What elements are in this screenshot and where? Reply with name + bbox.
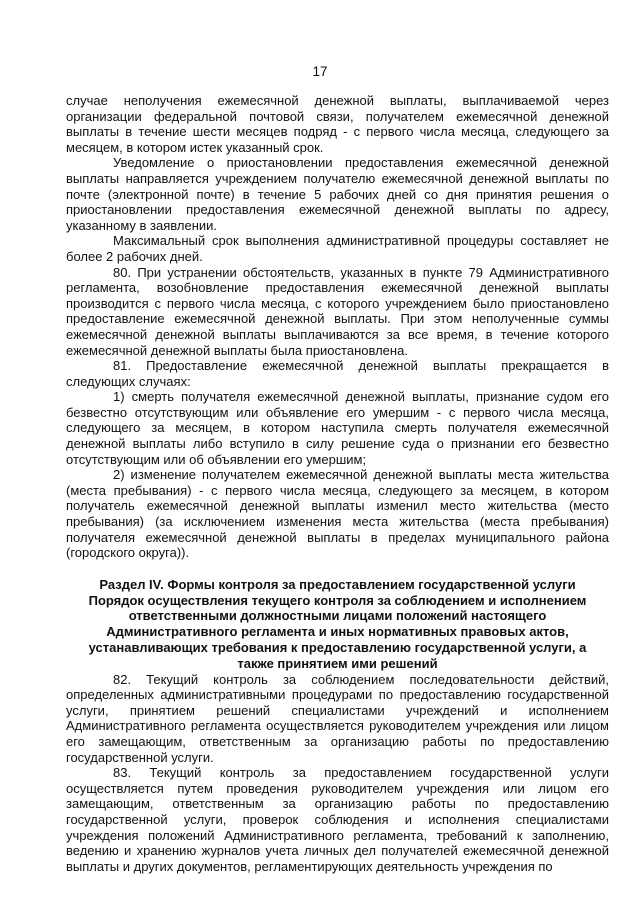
list-item: 2) изменение получателем ежемесячной денежной выплаты места жительства (места пребывания) - с первого числа месяца, следующего за месяцем, в котором получатель ежемесячной денежной выплаты изменил место жительства (место пребывания) (за исключением изменения места жительства (места пребывания) получателя ежемесячной денежной выплаты в пределах муниципального района (городского округа)). xyxy=(66,467,609,561)
section-heading-line: ответственными должностными лицами положений настоящего xyxy=(128,608,547,624)
paragraphs-bottom xyxy=(66,672,609,875)
paragraph: 81. Предоставление ежемесячной денежной выплаты прекращается в следующих случаях: xyxy=(66,358,609,389)
paragraph: 83. Текущий контроль за предоставлением государственной услуги осуществляется путем проведения руководителем учреждения или лицом его замещающим, ответственным за организацию работы по предоставлению государственной услуги, проверок соблюдения и исполнения специалистами учреждения положений Административного регламента, требований к заполнению, ведению и хранению журналов учета личных дел получателей ежемесячной денежной выплаты и других документов, регламентирующих деятельность учреждения по xyxy=(66,765,609,874)
section-heading-line: устанавливающих требования к предоставлению государственной услуги, а xyxy=(88,640,587,655)
paragraph: Уведомление о приостановлении предоставления ежемесячной денежной выплаты направляется учреждением получателю ежемесячной денежной выплаты по почте (электронной почте) в течение 5 рабочих дней со дня принятия решения о приостановлении предоставления ежемесячной денежной выплаты по адресу, указанному в заявлении. xyxy=(66,155,609,233)
paragraph: 80. При устранении обстоятельств, указанных в пункте 79 Административного регламента, возобновление предоставления ежемесячной денежной выплаты производится с первого числа месяца, с которого учреждением было приостановлено предоставление ежемесячной денежной выплаты. При этом неполученные суммы ежемесячной денежной выплаты выплачиваются за все время, в течение которого ежемесячной денежной выплаты была приостановлена. xyxy=(66,264,609,358)
paragraph: случае неполучения ежемесячной денежной выплаты, выплачиваемой через организации федеральной почтовой связи, получателем ежемесячной денежной выплаты в течение шести месяцев подряд - с первого числа месяца, следующего за месяцем, в котором истек указанный срок. xyxy=(66,93,609,155)
paragraphs-top xyxy=(66,93,609,561)
list-item: 1) смерть получателя ежемесячной денежной выплаты, признание судом его безвестно отсутствующим или объявление его умершим - с первого числа месяца, следующего за месяцем, в котором наступила смерть получателя ежемесячной денежной выплаты либо вступило в силу решение суда о признании его безвестно отсутствующим или об объявлении его умершим; xyxy=(66,389,609,467)
section-heading-line: Административного регламента и иных нормативных правовых актов, xyxy=(106,624,569,640)
document-body xyxy=(66,93,609,874)
section-heading-line: также принятием ими решений xyxy=(237,655,438,671)
paragraph: 82. Текущий контроль за соблюдением последовательности действий, определенных административными процедурами по предоставлению государственной услуги, принятием решений специалистами учреждений и исполнением Административного регламента осуществляется руководителем учреждения или лицом его замещающим, ответственным за организацию работы по предоставлению государственной услуги. xyxy=(66,671,609,765)
paragraph: Максимальный срок выполнения административной процедуры составляет не более 2 рабочих дней. xyxy=(66,233,609,264)
section-heading xyxy=(66,577,609,672)
page-number: 17 xyxy=(312,64,328,79)
section-heading-line: Порядок осуществления текущего контроля за соблюдением и исполнением xyxy=(88,592,587,608)
section-heading-line: Раздел IV. Формы контроля за предоставлением государственной услуги xyxy=(99,576,576,592)
